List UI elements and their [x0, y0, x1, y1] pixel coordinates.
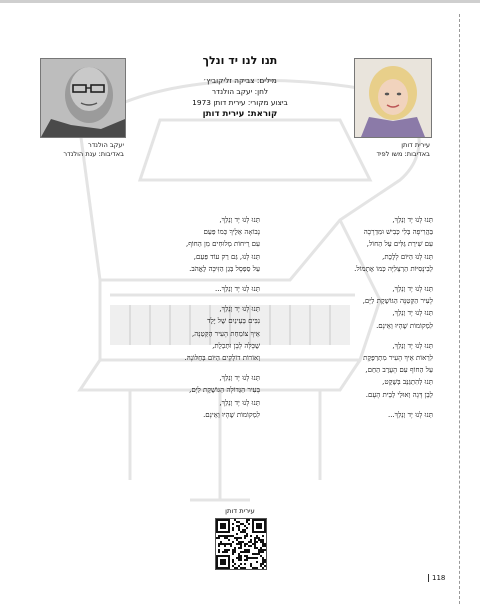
- lyric-line: לִרְאוֹת אֵיךְ הָעִיר מִתְרַפֶּקֶת: [363, 354, 433, 363]
- composer-name: יעקב הולנדר: [87, 141, 124, 149]
- original-performance: ביצוע מקורי: עירית דותן 1973: [192, 98, 288, 107]
- lyric-line: תְּנוּ לָנוּ יָד וְנֵלֵךְ,: [392, 216, 433, 224]
- lyric-line: תְּנוּ לָנוּ יָד וְנֵלֵךְ...: [387, 410, 433, 419]
- composer-photo: [40, 58, 126, 138]
- lyric-line: נָבוֹאָה אֵלֶיךָ כְּמוֹ פַּעַם: [203, 228, 260, 237]
- composer-caption: [40, 141, 124, 158]
- lyric-line: תְּנוּ לָנוּ יָד וְנֵלֵךְ,: [392, 341, 433, 350]
- lyric-line: תְּנוּ לָנוּ יָד וְנֵלֵךְ,: [392, 309, 433, 318]
- composer-photo-credit: באדיבות: ענת הולנדר: [63, 149, 124, 158]
- lyric-line: תְּנוּ לָנוּ, גַּם רַק עוֹד פַּעַם,: [193, 252, 260, 261]
- lyric-line: לָעִיר הַקְּטַנָּה הַגּוֹשֶׁקֶת לַיָּם,: [362, 297, 433, 306]
- singer-caption: [354, 141, 430, 158]
- reader-credit: קוראת: עירית דותן: [202, 109, 278, 119]
- lyric-line: תְּנוּ לָנוּ יָד וְנֵלֵךְ,: [392, 285, 433, 294]
- lyrics-right-column: [263, 214, 433, 429]
- page-top-edge: [0, 0, 480, 3]
- stanza: [263, 340, 433, 401]
- lyric-line: לְבֵן דָּגָה וְאוּלַי לְבֵית הָעָם.: [365, 390, 433, 399]
- stanza: [130, 214, 260, 275]
- lyric-line: עִם שִׁירַת גַּלִּים עַל הַחוֹל,: [366, 240, 433, 249]
- stanza: [130, 303, 260, 364]
- lyric-line: שֶׁכָּלָּה לָבָן וּתְכֵלֶת,: [212, 341, 260, 350]
- music-credit: לחן: יעקב הולנדר: [211, 87, 269, 96]
- lyric-line: תְּנוּ לָנוּ יָד וְנֵלֵךְ...: [214, 285, 260, 294]
- lyric-line: תְּנוּ לָנוּ יָד וְנֵלֵךְ,: [219, 398, 260, 407]
- singer-name: עירית דותן: [401, 141, 430, 149]
- lyric-line: תְּנוּ לָנוּ יָד וְנֵלֵךְ,: [219, 216, 260, 224]
- stanza: [130, 372, 260, 421]
- singer-photo: [354, 58, 432, 138]
- stanza: [130, 283, 260, 295]
- song-header: [140, 54, 340, 119]
- stanza: [263, 409, 433, 421]
- lyric-line: עַל הַחוֹף עִם הָעֶרֶב הַחַם,: [365, 366, 433, 375]
- lyric-line: לִמְקוֹמוֹת שֶׁהָיוּ וְאֵינָם.: [203, 410, 260, 419]
- lyric-line: לְבִינָּסִיּוֹת הַרְצֵלִיָּה כְּמוֹ אֶתְמוֹל.: [354, 264, 433, 273]
- lyric-line: בָּעִיר הַגְּדוֹלָה הַגּוֹשֶׁקֶת לַיָּם,: [189, 386, 260, 395]
- lyric-line: אֵיךְ צוֹמַחַת הָעִיר הַקְּטַנָּה,: [192, 329, 260, 338]
- lyrics-credit: מילים: צביקה זליקוביץ׳: [203, 76, 277, 85]
- lyric-line: נִבִּים בְּעֵינַיִם שֶׁל יֶלֶד: [207, 317, 260, 326]
- song-title: תנו לנו יד ונלך: [202, 54, 278, 67]
- qr-label: עירית דותן: [225, 507, 255, 515]
- page-number: 118: [428, 574, 445, 582]
- page-border-right: [458, 14, 460, 604]
- stanza: [263, 214, 433, 275]
- lyric-line: בַּהֲרִיפָה בְּלִי כְּבִישׁ וּמִדְרָכָה: [363, 228, 433, 237]
- lyric-line: תְּנוּ לָנוּ יָד וְנֵלֵךְ,: [219, 374, 260, 383]
- qr-code-icon[interactable]: [215, 518, 267, 570]
- lyric-line: תְּנוּ לָנוּ יָד וְנֵלֵךְ,: [219, 305, 260, 314]
- lyric-line: תְּנוּ לְהִתְגַּנֵּב בְּשֶׁקֶט,: [382, 378, 433, 387]
- lyric-line: לִמְקוֹמוֹת שֶׁהָיוּ וְאֵינָם.: [376, 321, 433, 330]
- singer-photo-credit: באדיבות: משו לפיד: [376, 149, 430, 158]
- lyric-line: תְּנוּ לָנוּ הַיּוֹם לָלֶכֶת,: [382, 252, 433, 261]
- lyric-line: עַל סַפְסָל בְּגַן הַזִּיכָּה לֶאֱהֹב.: [189, 264, 260, 273]
- lyric-line: עִם רֵיחוֹת מְלוּחִים מִן הַחוֹף,: [185, 240, 260, 249]
- lyric-line: וְאוֹרוֹת דוֹלְקִים הַיּוֹם בְּחַלּוֹנָהּ.: [184, 354, 260, 363]
- lyrics-left-column: [130, 214, 260, 429]
- stanza: [263, 283, 433, 332]
